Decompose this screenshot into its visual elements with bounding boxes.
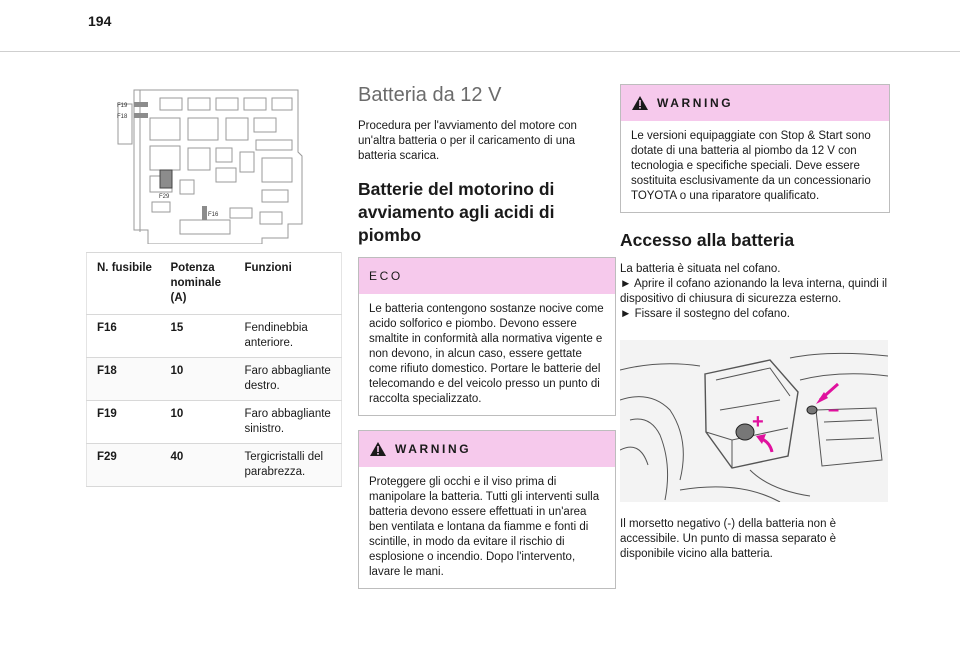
battery-engine-photo [620,340,888,502]
photo-caption: Il morsetto negativo (-) della batteria non è accessibile. Un punto di massa separato è disponibile vicino alla batteria. [620,518,837,560]
page-number: 194 [88,13,112,29]
column-header-function: Funzioni [235,253,342,315]
table-header-row [87,253,342,315]
access-step-1: La batteria è situata nel cofano. [620,263,781,275]
warning-notice-text: Proteggere gli occhi e il viso prima di manipolare la batteria. Tutti gli interventi sulla batteria devono essere effettuati in un'area ben ventilata e lontana da fiamme e fonti di scintille, in modo da evitare il rischio di esplosione o incendio. Dopo l'intervento, lavare le mani. [369,476,600,578]
table-row [87,401,342,444]
negative-terminal-symbol: – [828,399,840,421]
function-cell: Tergicristalli del parabrezza. [235,444,342,487]
fuse-label-f19: F19 [117,103,128,109]
column-header-fuse: N. fusibile [87,253,161,315]
function-cell: Faro abbagliante destro. [235,358,342,401]
fuse-cell: F29 [87,444,161,487]
warning-notice-stop-start [620,84,890,213]
warning-heading-text: WARNING [657,96,734,110]
access-step-3: ► Fissare il sostegno del cofano. [620,308,790,320]
fuse-table [86,252,342,487]
warning-notice-text: Le versioni equipaggiate con Stop & Start sono dotate di una batteria al piombo da 12 V con tecnologia e specifiche speciali. Deve essere sostituita esclusivamente da un concessionario TOYOTA o una riparatore qualificato. [631,130,871,202]
amps-cell: 10 [161,358,235,401]
table-row [87,358,342,401]
fuse-cell: F18 [87,358,161,401]
section-title-access: Accesso alla batteria [620,230,795,250]
amps-cell: 15 [161,315,235,358]
warning-notice-header [359,431,615,467]
access-step-2: ► Aprire il cofano azionando la leva interna, quindi il dispositivo di chiusura di sicurezza esterno. [620,278,888,305]
section-title-battery: Batteria da 12 V [358,84,502,106]
column-header-amps: Potenza nominale (A) [161,253,235,315]
fuse-label-f29: F29 [159,194,170,200]
subsection-title-lead-acid: Batterie del motorino di avviamento agli acidi di piombo [358,179,555,245]
warning-triangle-icon [631,95,649,111]
amps-cell: 10 [161,401,235,444]
battery-column [358,84,616,589]
positive-terminal-symbol: + [752,411,764,433]
fuse-label-f18: F18 [117,114,128,120]
access-column [620,84,890,566]
fuse-cell: F16 [87,315,161,358]
function-cell: Faro abbagliante sinistro. [235,401,342,444]
warning-heading-text: WARNING [395,442,472,456]
function-cell: Fendinebbia anteriore. [235,315,342,358]
amps-cell: 40 [161,444,235,487]
header-divider [0,51,960,52]
table-row [87,444,342,487]
warning-triangle-icon [369,441,387,457]
eco-notice-text: Le batteria contengono sostanze nocive come acido solforico e piombo. Devono essere smaltite in conformità alla normativa vigente e non devono, in alcun caso, essere gettate come rifiuto domestico. Portare le batterie del telecomando e del veicolo presso un punto di raccolta specializzato. [369,303,604,405]
fuse-box-diagram [112,82,306,244]
eco-notice [358,257,616,416]
table-row [87,315,342,358]
fuse-label-f16: F16 [208,212,219,218]
fuse-cell: F19 [87,401,161,444]
warning-notice-safety [358,430,616,589]
warning-notice-header [621,85,889,121]
eco-notice-header: ECO [359,258,615,294]
battery-intro: Procedura per l'avviamento del motore con un'altra batteria o per il caricamento di una batteria scarica. [358,120,577,162]
